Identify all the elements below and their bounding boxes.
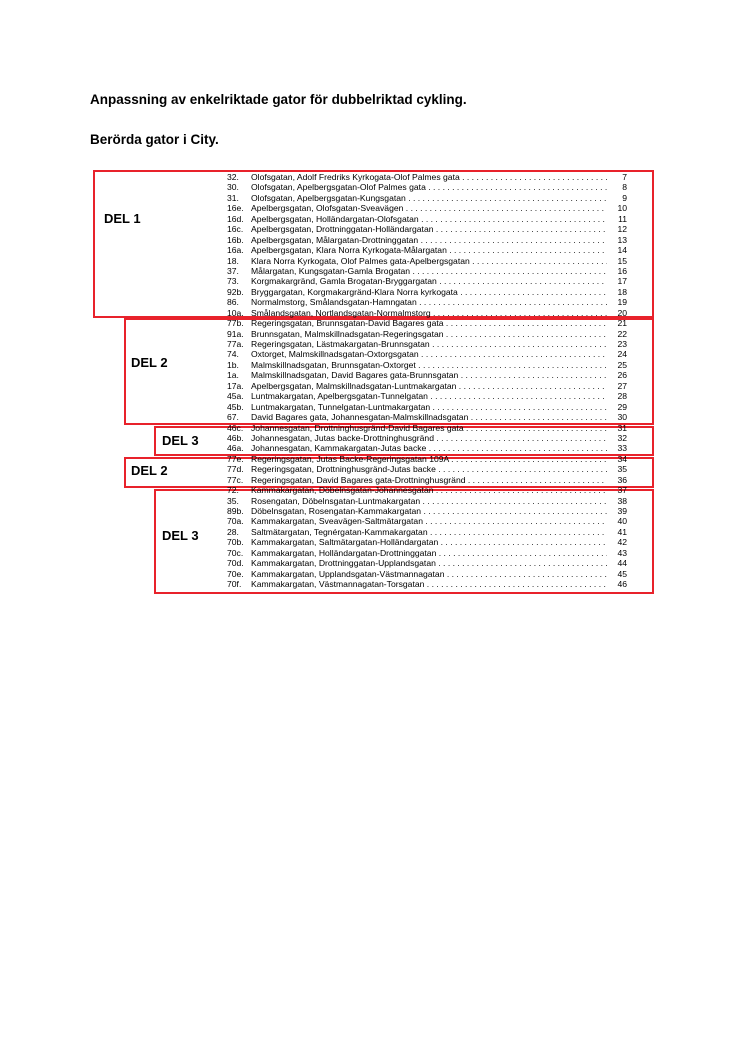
- entry-page: 17: [617, 276, 627, 287]
- list-item: [227, 235, 627, 245]
- section-label-del-1: DEL 1: [104, 211, 141, 226]
- entry-number: 70b.: [227, 537, 244, 548]
- entry-page: 29: [617, 401, 627, 412]
- entry-number: 67.: [227, 412, 239, 423]
- list-item: [227, 516, 627, 526]
- list-item: [227, 308, 627, 318]
- entry-street: Kammakargatan, Döbelnsgatan-Johannesgatan . . .: [251, 485, 607, 495]
- entry-street: Kammakargatan, Holländargatan-Drottninggatan . . .: [251, 548, 607, 558]
- list-item: [227, 297, 627, 307]
- list-item: [227, 548, 627, 558]
- list-item: [227, 360, 627, 370]
- entry-street: Malmskillnadsgatan, David Bagares gata-Brunnsgatan . . .: [251, 370, 607, 380]
- entry-number: 16b.: [227, 234, 244, 245]
- list-item: [227, 402, 627, 412]
- entry-number: 89b.: [227, 506, 244, 516]
- list-item: [227, 214, 627, 224]
- entry-page: 37: [617, 485, 627, 496]
- entry-number: 45a.: [227, 391, 244, 402]
- entry-street: Brunnsgatan, Malmskillnadsgatan-Regeringsgatan . . .: [251, 329, 607, 339]
- entry-number: 16a.: [227, 245, 244, 256]
- entry-number: 35.: [227, 495, 239, 506]
- list-item: [227, 454, 627, 464]
- entry-street: Johannesgatan, Drottninghusgränd-David Bagares gata . . .: [251, 423, 607, 433]
- entry-street: Normalmstorg, Smålandsgatan-Hamngatan . . .: [251, 297, 607, 307]
- entry-street: Klara Norra Kyrkogata, Olof Palmes gata-Apelbergsgatan . . .: [251, 256, 607, 266]
- entry-page: 44: [617, 558, 627, 569]
- list-item: [227, 433, 627, 443]
- list-item: [227, 423, 627, 433]
- entry-page: 7: [622, 172, 627, 182]
- entry-number: 91a.: [227, 328, 244, 339]
- entry-street: Apelbergsgatan, Holländargatan-Olofsgatan . . .: [251, 214, 607, 224]
- list-item: [227, 412, 627, 422]
- list-item: [227, 203, 627, 213]
- section-label-del-3a: DEL 3: [162, 433, 199, 448]
- entry-page: 28: [617, 391, 627, 402]
- entry-street: Kammakargatan, Saltmätargatan-Holländargatan . . .: [251, 537, 607, 547]
- entry-page: 26: [617, 370, 627, 381]
- entry-street: Döbelnsgatan, Rosengatan-Kammakargatan . . .: [251, 506, 607, 516]
- entry-street: Luntmakargatan, Apelbergsgatan-Tunnelgatan . . .: [251, 391, 607, 401]
- entry-page: 46: [617, 579, 627, 590]
- entry-street: Olofsgatan, Apelbergsgatan-Olof Palmes gata . . .: [251, 182, 607, 192]
- entry-page: 14: [617, 245, 627, 256]
- entry-number: 73.: [227, 276, 239, 287]
- entry-number: 31.: [227, 192, 239, 203]
- entry-street: Apelbergsgatan, Olofsgatan-Sveavägen . . .: [251, 203, 607, 213]
- entry-page: 12: [617, 224, 627, 235]
- list-item: [227, 506, 627, 516]
- list-item: [227, 475, 627, 485]
- entry-page: 19: [617, 297, 627, 308]
- list-item: [227, 496, 627, 506]
- entry-number: 1a.: [227, 370, 239, 381]
- entry-page: 25: [617, 359, 627, 370]
- entry-street: Regeringsgatan, Jutas Backe-Regeringsgatan 109A . . .: [251, 454, 607, 464]
- list-item: [227, 370, 627, 380]
- entry-page: 34: [617, 453, 627, 464]
- entry-number: 16c.: [227, 224, 244, 235]
- entry-page: 10: [617, 203, 627, 214]
- entry-number: 77d.: [227, 464, 244, 475]
- entry-page: 30: [617, 412, 627, 423]
- entry-number: 46c.: [227, 422, 244, 433]
- entry-street: Kammakargatan, Västmannagatan-Torsgatan . . .: [251, 579, 607, 589]
- entry-number: 77c.: [227, 474, 244, 485]
- entry-number: 77b.: [227, 318, 244, 329]
- entry-number: 70a.: [227, 516, 244, 527]
- list-item: [227, 339, 627, 349]
- entry-number: 45b.: [227, 401, 244, 412]
- entry-page: 11: [618, 213, 627, 224]
- list-item: [227, 245, 627, 255]
- entry-number: 74.: [227, 349, 239, 360]
- entry-page: 42: [617, 537, 627, 548]
- entry-street: Kammakargatan, Upplandsgatan-Västmannagatan . . .: [251, 569, 607, 579]
- entry-page: 36: [617, 474, 627, 485]
- list-item: [227, 287, 627, 297]
- list-item: [227, 579, 627, 589]
- entry-street: Bryggargatan, Korgmakargränd-Klara Norra kyrkogata . . .: [251, 287, 607, 297]
- list-item: [227, 537, 627, 547]
- entry-street: Kammakargatan, Sveavägen-Saltmätargatan . . .: [251, 516, 607, 526]
- entry-street: Rosengatan, Döbelnsgatan-Luntmakargatan . . .: [251, 496, 607, 506]
- entry-number: 30.: [227, 182, 239, 193]
- entry-number: 92b.: [227, 286, 244, 297]
- entry-page: 43: [617, 547, 627, 558]
- list-item: [227, 193, 627, 203]
- section-label-del-3b: DEL 3: [162, 528, 199, 543]
- entry-page: 23: [617, 339, 627, 349]
- entry-street: Målargatan, Kungsgatan-Gamla Brogatan . . .: [251, 266, 607, 276]
- list-item: [227, 485, 627, 495]
- entry-street: Malmskillnadsgatan, Brunnsgatan-Oxtorget . . .: [251, 360, 607, 370]
- entry-number: 70e.: [227, 568, 244, 579]
- list-item: [227, 527, 627, 537]
- entry-page: 18: [617, 286, 627, 297]
- entry-street: Apelbergsgatan, Målargatan-Drottninggatan . . .: [251, 235, 607, 245]
- entry-street: Regeringsgatan, Brunnsgatan-David Bagares gata . . .: [251, 318, 607, 328]
- entry-page: 8: [622, 182, 627, 193]
- list-item: [227, 558, 627, 568]
- list-item: [227, 318, 627, 328]
- entry-street: Smålandsgatan, Nortlandsgatan-Normalmstorg . . .: [251, 308, 607, 318]
- list-item: [227, 381, 627, 391]
- entry-street: Regeringsgatan, Lästmakargatan-Brunnsgatan . . .: [251, 339, 607, 349]
- entry-page: 16: [617, 265, 627, 276]
- entry-number: 72.: [227, 485, 239, 496]
- list-item: [227, 172, 627, 182]
- entry-street: Johannesgatan, Kammakargatan-Jutas backe . . .: [251, 443, 607, 453]
- entry-page: 24: [617, 349, 627, 360]
- section-label-del-2a: DEL 2: [131, 355, 168, 370]
- entry-street: Olofsgatan, Apelbergsgatan-Kungsgatan . . .: [251, 193, 607, 203]
- document-subheading: Berörda gator i City.: [90, 132, 219, 147]
- entry-number: 17a.: [227, 380, 244, 391]
- entry-number: 86.: [227, 297, 239, 308]
- entry-number: 1b.: [227, 359, 239, 370]
- list-item: [227, 329, 627, 339]
- list-item: [227, 276, 627, 286]
- entry-number: 10a.: [227, 307, 244, 318]
- entry-street: Apelbergsgatan, Drottninggatan-Holländargatan . . .: [251, 224, 607, 234]
- section-label-del-2b: DEL 2: [131, 463, 168, 478]
- entry-number: 77e.: [227, 453, 244, 464]
- entry-number: 32.: [227, 172, 239, 182]
- list-item: [227, 464, 627, 474]
- entry-street: Apelbergsgatan, Malmskillnadsgatan-Luntmakargatan . . .: [251, 381, 607, 391]
- entry-number: 70c.: [227, 547, 244, 558]
- entry-number: 70d.: [227, 558, 244, 569]
- entry-number: 18.: [227, 255, 239, 266]
- list-item: [227, 349, 627, 359]
- entry-page: 31: [617, 422, 627, 433]
- entry-page: 32: [617, 432, 627, 443]
- entry-number: 37.: [227, 265, 239, 276]
- entry-street: Oxtorget, Malmskillnadsgatan-Oxtorgsgatan . . .: [251, 349, 607, 359]
- entry-page: 13: [617, 234, 627, 245]
- list-item: [227, 443, 627, 453]
- entry-page: 45: [617, 568, 627, 579]
- entry-page: 20: [617, 307, 627, 318]
- list-item: [227, 224, 627, 234]
- list-item: [227, 569, 627, 579]
- entry-number: 46a.: [227, 443, 244, 454]
- entry-page: 21: [617, 318, 627, 329]
- entry-page: 35: [617, 464, 627, 475]
- entry-number: 70f.: [227, 579, 242, 590]
- entry-number: 77a.: [227, 339, 244, 349]
- entry-street: Johannesgatan, Jutas backe-Drottninghusgränd . . .: [251, 433, 607, 443]
- entry-number: 46b.: [227, 432, 244, 443]
- entry-street: Saltmätargatan, Tegnérgatan-Kammakargatan . . .: [251, 527, 607, 537]
- entry-number: 16e.: [227, 203, 244, 214]
- street-list: [227, 172, 627, 590]
- entry-page: 22: [617, 328, 627, 339]
- entry-page: 15: [617, 255, 627, 266]
- document-heading: Anpassning av enkelriktade gator för dubbelriktad cykling.: [90, 92, 467, 107]
- entry-page: 38: [617, 495, 627, 506]
- entry-street: Korgmakargränd, Gamla Brogatan-Bryggargatan . . .: [251, 276, 607, 286]
- entry-page: 39: [617, 506, 627, 516]
- entry-page: 41: [617, 526, 627, 537]
- entry-street: Apelbergsgatan, Klara Norra Kyrkogata-Målargatan . . .: [251, 245, 607, 255]
- entry-number: 28.: [227, 526, 239, 537]
- entry-page: 9: [622, 192, 627, 203]
- entry-street: Olofsgatan, Adolf Fredriks Kyrkogata-Olof Palmes gata . . .: [251, 172, 607, 182]
- entry-page: 40: [617, 516, 627, 527]
- entry-page: 27: [617, 380, 627, 391]
- entry-street: Luntmakargatan, Tunnelgatan-Luntmakargatan . . .: [251, 402, 607, 412]
- list-item: [227, 391, 627, 401]
- entry-number: 16d.: [227, 213, 244, 224]
- entry-street: David Bagares gata, Johannesgatan-Malmskillnadsgatan . . .: [251, 412, 607, 422]
- entry-street: Kammakargatan, Drottninggatan-Upplandsgatan . . .: [251, 558, 607, 568]
- entry-street: Regeringsgatan, Drottninghusgränd-Jutas backe . . .: [251, 464, 607, 474]
- list-item: [227, 266, 627, 276]
- entry-page: 33: [617, 443, 627, 454]
- list-item: [227, 182, 627, 192]
- list-item: [227, 256, 627, 266]
- entry-street: Regeringsgatan, David Bagares gata-Drottninghusgränd . . .: [251, 475, 607, 485]
